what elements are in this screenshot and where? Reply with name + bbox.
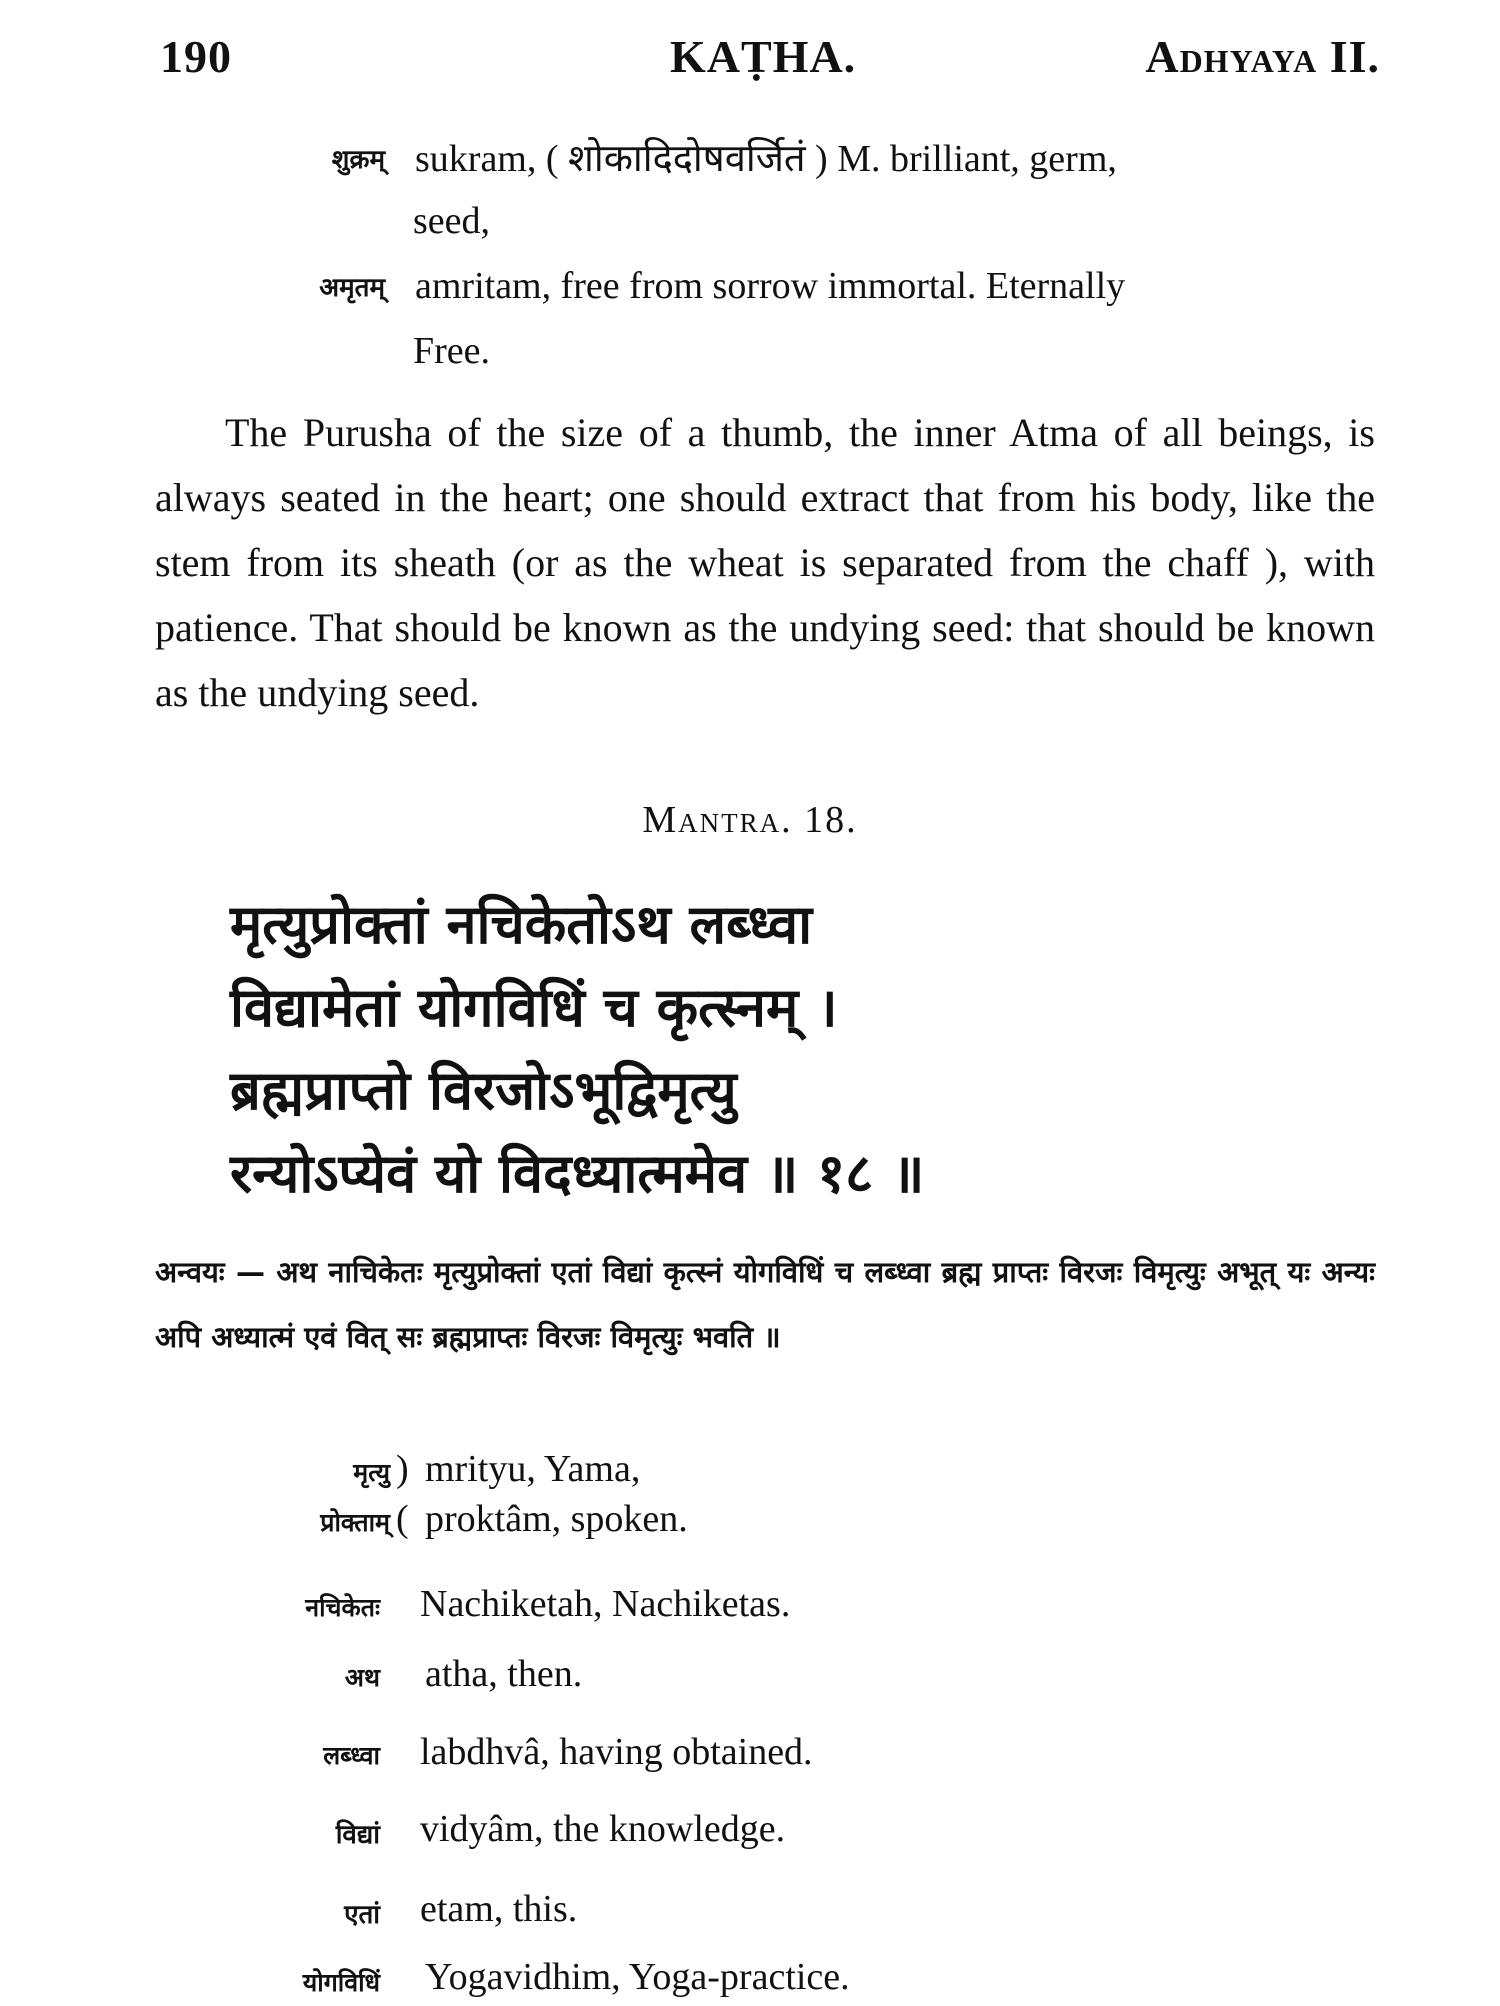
gloss-definition: Yogavidhim, Yoga-practice.	[425, 1956, 850, 1998]
gloss-term: प्रोक्ताम्	[320, 1508, 390, 1537]
gloss-definition: atha, then.	[425, 1653, 583, 1695]
mantra-heading: Mantra. 18.	[642, 799, 858, 841]
gloss-term: नचिकेतः	[305, 1593, 380, 1622]
gloss-term: विद्यां	[335, 1820, 380, 1850]
brace-top: )	[396, 1448, 409, 1490]
verse-line: मृत्युप्रोक्तां नचिकेतोऽथ लब्ध्वा	[230, 893, 813, 956]
commentary-paragraph: The Purusha of the size of a thumb, the inner Atma of all beings, is always seated in the heart; one should extract that from his body, like the stem from its sheath (or as the wheat is separated from the chaff ), with patience. That should be known as the undying seed: that should be known as the undying seed.	[155, 410, 1375, 715]
page-header	[160, 30, 1380, 90]
verse-line: रन्योऽप्येवं यो विदध्यात्ममेव ॥ १८ ॥	[230, 1142, 925, 1205]
gloss-definition: labdhvâ, having obtained.	[420, 1731, 813, 1773]
gloss-term: लब्ध्वा	[323, 1741, 380, 1770]
gloss-term: शुक्रम्	[331, 145, 385, 175]
gloss-definition-continued: seed,	[413, 200, 491, 242]
chapter-label: Adhyaya II.	[1145, 31, 1380, 82]
gloss-definition: mrityu, Yama,	[425, 1448, 641, 1490]
page-number: 190	[160, 31, 232, 82]
gloss-term: अमृतम्	[319, 273, 385, 303]
gloss-definition: vidyâm, the knowledge.	[420, 1808, 786, 1850]
running-title: KAṬHA.	[670, 31, 857, 82]
gloss-definition: Nachiketah, Nachiketas.	[420, 1583, 791, 1625]
gloss-definition: amritam, free from sorrow immortal. Eternally	[415, 265, 1126, 307]
verse-line: विद्यामेतां योगविधिं च कृत्स्नम् ।	[230, 976, 838, 1039]
gloss-term: मृत्यु	[353, 1458, 390, 1487]
gloss-definition: etam, this.	[420, 1888, 578, 1930]
gloss-term: एतां	[344, 1900, 380, 1930]
gloss-term: योगविधिं	[302, 1968, 380, 1997]
gloss-definition-continued: Free.	[413, 330, 491, 372]
gloss-definition: sukram, ( शोकादिदोषवर्जितं ) M. brilliant, germ,	[415, 138, 1117, 180]
gloss-definition: proktâm, spoken.	[425, 1498, 688, 1540]
brace-bottom: (	[396, 1498, 409, 1540]
verse-line: ब्रह्मप्राप्तो विरजोऽभूद्विमृत्यु	[230, 1059, 737, 1122]
anvaya-paragraph: अन्वयः — अथ नाचिकेतः मृत्युप्रोक्तां एतां विद्यां कृत्स्नं योगविधिं च लब्ध्वा ब्रह्म प्राप्तः विरजः विमृत्युः अभूत् यः अन्यः अपि अध्यात्मं एवं वित् सः ब्रह्मप्राप्तः विरजः विमृत्युः भवति ॥	[155, 1255, 1375, 1354]
gloss-term: अथ	[344, 1663, 380, 1692]
